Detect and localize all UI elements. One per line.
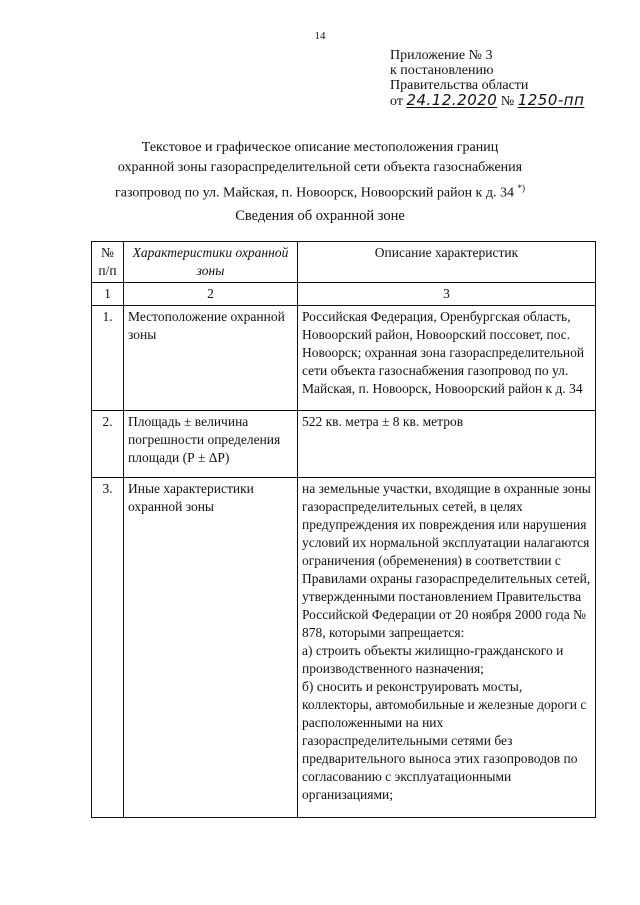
- document-title: [0, 138, 640, 204]
- column-number-row: [92, 283, 596, 306]
- title-line-3: [0, 178, 640, 204]
- row-description: 522 кв. метра ± 8 кв. метров: [298, 411, 596, 478]
- appendix-line-3: Правительства области: [390, 78, 529, 93]
- appendix-block: [390, 48, 584, 109]
- table-row: [92, 306, 596, 411]
- column-number-2: 2: [124, 283, 298, 306]
- number-label: №: [500, 94, 515, 109]
- table-header-row: [92, 242, 596, 283]
- restriction-item-a: а) строить объекты жилищно-гражданского и производственного назначения;: [302, 643, 564, 676]
- column-number-3: 3: [298, 283, 596, 306]
- row-number: 2.: [92, 411, 124, 478]
- row-description: [298, 478, 596, 818]
- row-characteristic: Местоположение охранной зоны: [124, 306, 298, 411]
- row-description: Российская Федерация, Оренбургская область, Новоорский район, Новоорский поссовет, пос. Новоорск; охранная зона газораспределительной сети объекта газоснабжения газопровод по ул. Майская, п. Новоорск, Новоорский район к д. 34: [298, 306, 596, 411]
- table-row: [92, 478, 596, 818]
- handwritten-number: 1250-пп: [517, 91, 585, 109]
- appendix-line-1: Приложение № 3: [390, 48, 493, 63]
- title-line-1: Текстовое и графическое описание местоположения границ: [141, 140, 499, 155]
- row-number: 1.: [92, 306, 124, 411]
- zone-info-table: [91, 241, 596, 818]
- restrictions-intro: на земельные участки, входящие в охранные зоны газораспределительных сетей, в целях предупреждения их повреждения или нарушения условий их нормальной эксплуатации налагаются ограничения (обременения) в соответствии с Правилами охраны газораспределительных сетей, утвержденными постановлением Правительства Российской Федерации от 20 ноября 2000 года № 878, которыми запрещается:: [302, 481, 591, 640]
- from-label: от: [390, 94, 403, 109]
- row-characteristic: Иные характеристики охранной зоны: [124, 478, 298, 818]
- footnote-mark: *): [517, 183, 525, 193]
- row-characteristic: Площадь ± величина погрешности определения площади (Р ± ΔР): [124, 411, 298, 478]
- appendix-date-line: [390, 93, 584, 109]
- restriction-item-b: б) сносить и реконструировать мосты, коллекторы, автомобильные и железные дороги с расположенными на них газораспределительными сетями без предварительного выноса этих газопроводов по согласованию с эксплуатационными организациями;: [302, 679, 587, 802]
- page-number: 14: [314, 30, 326, 42]
- handwritten-date: 24.12.2020: [406, 91, 498, 109]
- appendix-line-2: к постановлению: [390, 63, 494, 78]
- header-number: № п/п: [92, 242, 124, 283]
- row-number: 3.: [92, 478, 124, 818]
- title-line-3-text: газопровод по ул. Майская, п. Новоорск, Новоорский район к д. 34: [115, 185, 514, 201]
- header-description: Описание характеристик: [298, 242, 596, 283]
- column-number-1: 1: [92, 283, 124, 306]
- table-row: [92, 411, 596, 478]
- title-line-2: охранной зоны газораспределительной сети объекта газоснабжения: [117, 160, 523, 175]
- header-characteristics: Характеристики охранной зоны: [124, 242, 298, 283]
- section-subtitle: Сведения об охранной зоне: [235, 208, 405, 224]
